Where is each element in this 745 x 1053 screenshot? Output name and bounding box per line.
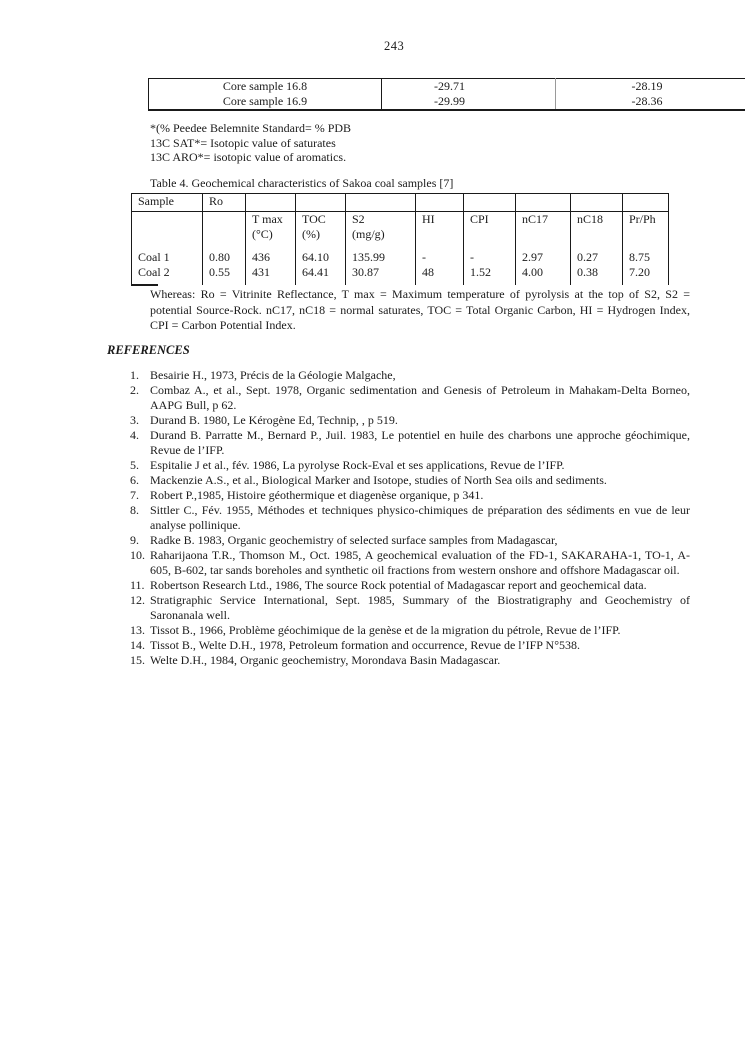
subheader-cell: S2 [346,212,416,228]
references-list [130,368,692,668]
reference-text: Robert P.,1985, Histoire géothermique et diagenèse organique, p 341. [150,488,484,502]
reference-text: Espitalie J et al., fév. 1986, La pyrolyse Rock-Eval et ses applications, Revue de l’IFP. [150,458,565,472]
reference-item [130,413,692,428]
subheader-cell [464,227,516,242]
value-cell: -28.19 [631,79,663,93]
table-row [132,250,669,265]
reference-text: Besairie H., 1973, Précis de la Géologie Malgache, [150,368,396,382]
table-row [132,265,669,280]
reference-number: 10. [130,548,145,562]
reference-number: 7. [130,488,139,502]
header-cell: Ro [203,194,246,212]
header-cell [346,194,416,212]
data-cell: 8.75 [629,250,650,264]
data-cell: - [464,250,516,265]
reference-item [130,488,692,503]
reference-text: Combaz A., et al., Sept. 1978, Organic sedimentation and Genesis of Petroleum in Mahakam-Delta Borneo, AAPG Bull, p 62. [150,383,690,412]
value-cell: -29.71 [382,79,556,95]
data-cell: 4.00 [516,265,571,280]
table-header-row [132,194,669,212]
subheader-cell [132,212,203,228]
reference-item [130,383,692,413]
data-cell: 64.41 [296,265,346,280]
subheader-cell: T max [246,212,296,228]
reference-text: Tissot B., Welte D.H., 1978, Petroleum formation and occurrence, Revue de l’IFP N°538. [150,638,580,652]
header-cell [623,194,669,212]
subheader-cell [203,227,246,242]
page-number: 243 [384,39,405,53]
reference-text: Stratigraphic Service International, Sept. 1985, Summary of the Biostratigraphy and Geochemistry of Saronanala well. [150,593,690,622]
sample-label-cell: Core sample 16.9 [149,94,382,110]
reference-number: 13. [130,623,145,637]
table4 [131,193,668,288]
reference-item [130,653,692,668]
reference-number: 12. [130,593,145,607]
data-cell: 7.20 [629,265,650,279]
subheader-cell [132,227,203,242]
table4-caption: Table 4. Geochemical characteristics of Sakoa coal samples [7] [150,176,454,190]
core-sample-table [148,78,745,111]
reference-item [130,458,692,473]
table-row [149,94,745,110]
header-cell [571,194,623,212]
header-cell [516,194,571,212]
table-subheader-row [132,212,669,228]
reference-number: 9. [130,533,139,547]
table-row [149,79,745,95]
data-cell: 2.97 [516,250,571,265]
data-cell: 0.38 [571,265,623,280]
subheader-cell: (°C) [246,227,296,242]
header-cell: Sample [132,194,203,212]
data-cell: - [416,250,464,265]
reference-item [130,368,692,383]
header-cell [464,194,516,212]
subheader-cell: (mg/g) [346,227,416,242]
reference-text: Raharijaona T.R., Thomson M., Oct. 1985, A geochemical evaluation of the FD-1, SAKARAHA-1, TO-1, A-605, B-602, tar sands boreholes and synthetic oil fractions from western onshore and offshore Madagascar oil. [150,548,690,577]
spacer-row [132,280,669,285]
reference-text: Mackenzie A.S., et al., Biological Marker and Isotope, studies of North Sea oils and sediments. [150,473,607,487]
reference-text: Robertson Research Ltd., 1986, The source Rock potential of Madagascar report and geochemical data. [150,578,647,592]
reference-text: Sittler C., Fév. 1955, Méthodes et techniques physico-chimiques de préparation des sédiments en vue de leur analyse pollinique. [150,503,690,532]
data-cell: 0.80 [203,250,246,265]
reference-item [130,638,692,653]
table-bottom-left-border-segment [131,284,158,286]
references-heading: REFERENCES [107,343,190,357]
reference-item [130,503,692,533]
reference-number: 14. [130,638,145,652]
table4-legend: Whereas: Ro = Vitrinite Reflectance, T max = Maximum temperature of pyrolysis at the top of S2, S2 = potential Source-Rock. nC17, nC18 = normal saturates, TOC = Total Organic Carbon, HI = Hydrogen Index, CPI = Carbon Potential Index. [150,287,690,332]
subheader-cell: nC17 [516,212,571,228]
footnotes-block [150,121,351,165]
header-cell [246,194,296,212]
geochemical-table [131,193,669,285]
data-cell: 1.52 [464,265,516,280]
reference-text: Durand B. 1980, Le Kérogène Ed, Technip, , p 519. [150,413,398,427]
reference-number: 6. [130,473,139,487]
footnote-line: *(% Peedee Belemnite Standard= % PDB [150,121,352,135]
reference-number: 5. [130,458,139,472]
data-cell: 30.87 [346,265,416,280]
subheader-cell: (%) [296,227,346,242]
value-cell: -29.99 [382,94,556,110]
subheader-cell [516,227,571,242]
data-cell: Coal 2 [132,265,203,280]
reference-number: 1. [130,368,139,382]
reference-item [130,533,692,548]
reference-number: 15. [130,653,145,667]
data-cell: 436 [246,250,296,265]
data-cell: 431 [246,265,296,280]
footnote-line: 13C ARO*= isotopic value of aromatics. [150,150,347,165]
subheader-cell: nC18 [571,212,623,228]
reference-text: Durand B. Parratte M., Bernard P., Juil. 1983, Le potentiel en huile des charbons une approche géochimique, Revue de l’IFP. [150,428,690,457]
reference-text: Radke B. 1983, Organic geochemistry of selected surface samples from Madagascar, [150,533,558,547]
data-cell: 64.10 [296,250,346,265]
reference-item [130,548,692,578]
reference-number: 4. [130,428,139,442]
subheader-cell [416,227,464,242]
data-cell: 48 [416,265,464,280]
subheader-cell [203,212,246,228]
reference-number: 2. [130,383,139,397]
header-cell [296,194,346,212]
reference-number: 11. [130,578,145,592]
reference-text: Tissot B., 1966, Problème géochimique de la genèse et de la migration du pétrole, Revue de l’IFP. [150,623,621,637]
reference-text: Welte D.H., 1984, Organic geochemistry, Morondava Basin Madagascar. [150,653,501,667]
data-cell: 135.99 [346,250,416,265]
subheader-cell: Pr/Ph [629,212,656,226]
subheader-cell: HI [416,212,464,228]
header-cell [416,194,464,212]
data-cell: Coal 1 [132,250,203,265]
reference-number: 3. [130,413,139,427]
reference-item [130,593,692,623]
reference-item [130,473,692,488]
reference-item [130,623,692,638]
value-cell: -28.36 [631,94,663,108]
spacer-row [132,242,669,250]
subheader-cell: CPI [464,212,516,228]
reference-item [130,578,692,593]
data-cell: 0.55 [203,265,246,280]
table-subheader-row [132,227,669,242]
subheader-cell [571,227,623,242]
reference-number: 8. [130,503,139,517]
data-cell: 0.27 [571,250,623,265]
reference-item [130,428,692,458]
subheader-cell: TOC [296,212,346,228]
sample-label-cell: Core sample 16.8 [149,79,382,95]
footnote-line: 13C SAT*= Isotopic value of saturates [150,135,336,150]
subheader-cell [623,227,669,242]
